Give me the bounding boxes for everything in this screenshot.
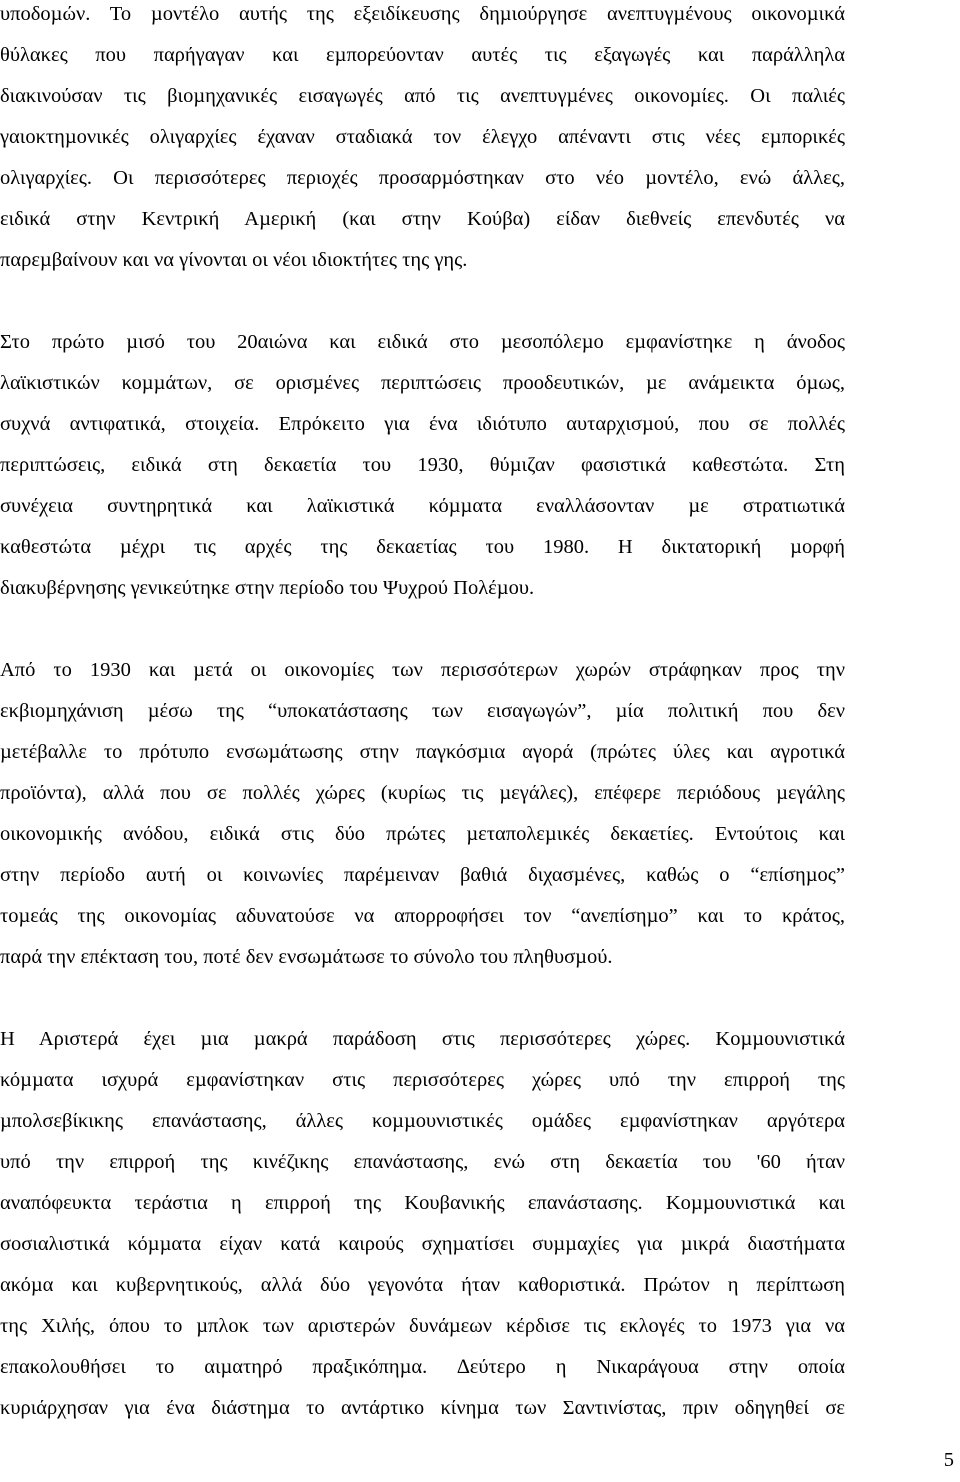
text-line: συχνά αντιφατικά, στοιχεία. Επρόκειτο για ένα ιδιότυπο αυταρχισµού, που σε πολλές — [0, 413, 845, 435]
text-line: Στο πρώτο µισό του 20αιώνα και ειδικά στο µεσοπόλεµο εµφανίστηκε η άνοδος — [0, 331, 845, 353]
text-line: καθεστώτα µέχρι τις αρχές της δεκαετίας του 1980. Η δικτατορική µορφή — [0, 536, 845, 558]
text-line: επακολουθήσει το αιµατηρό πραξικόπηµα. ∆εύτερο η Νικαράγουα στην οποία — [0, 1356, 845, 1378]
text-line: Η Αριστερά έχει µια µακρά παράδοση στις περισσότερες χώρες. Κοµµουνιστικά — [0, 1028, 845, 1050]
text-line: εκβιοµηχάνιση µέσω της “υποκατάστασης των εισαγωγών”, µία πολιτική που δεν — [0, 700, 845, 722]
text-line: οικονοµικής ανόδου, ειδικά στις δύο πρώτες µεταπολεµικές δεκαετίες. Εντούτοις και — [0, 823, 845, 845]
text-line: κυριάρχησαν για ένα διάστηµα το αντάρτικο κίνηµα των Σαντινίστας, πριν οδηγηθεί σε — [0, 1397, 845, 1419]
text-line: τοµεάς της οικονοµίας αδυνατούσε να απορροφήσει τον “ανεπίσηµο” και το κράτος, — [0, 905, 845, 927]
text-line: υποδοµών. Το µοντέλο αυτής της εξειδίκευσης δηµιούργησε ανεπτυγµένους οικονοµικά — [0, 3, 845, 25]
text-line: παρεµβαίνουν και να γίνονται οι νέοι ιδιοκτήτες της γης. — [0, 249, 468, 271]
text-line: ακόµα και κυβερνητικούς, αλλά δύο γεγονότα ήταν καθοριστικά. Πρώτον η περίπτωση — [0, 1274, 845, 1296]
text-line: παρά την επέκταση του, ποτέ δεν ενσωµάτωσε το σύνολο του πληθυσµού. — [0, 946, 613, 968]
text-line: σοσιαλιστικά κόµµατα είχαν κατά καιρούς σχηµατίσει συµµαχίες για µικρά διαστήµατα — [0, 1233, 845, 1255]
text-line: στην περίοδο αυτή οι κοινωνίες παρέµειναν βαθιά διχασµένες, καθώς ο “επίσηµος” — [0, 864, 845, 886]
text-line: µπολσεβίκικης επανάστασης, άλλες κοµµουνιστικές οµάδες εµφανίστηκαν αργότερα — [0, 1110, 845, 1132]
text-line: ολιγαρχίες. Οι περισσότερες περιοχές προσαρµόστηκαν στο νέο µοντέλο, ενώ άλλες, — [0, 167, 845, 189]
text-line: κόµµατα ισχυρά εµφανίστηκαν στις περισσότερες χώρες υπό την επιρροή της — [0, 1069, 845, 1091]
text-line: προϊόντα), αλλά που σε πολλές χώρες (κυρίως τις µεγάλες), επέφερε περιόδους µεγάλης — [0, 782, 845, 804]
text-line: θύλακες που παρήγαγαν και εµπορεύονταν αυτές τις εξαγωγές και παράλληλα — [0, 44, 845, 66]
text-line: Από το 1930 και µετά οι οικονοµίες των περισσότερων χωρών στράφηκαν προς την — [0, 659, 845, 681]
text-line: γαιοκτηµονικές ολιγαρχίες έχαναν σταδιακά τον έλεγχο απέναντι στις νέες εµπορικές — [0, 126, 845, 148]
page-number: 5 — [943, 1449, 954, 1471]
text-line: µετέβαλλε το πρότυπο ενσωµάτωσης στην παγκόσµια αγορά (πρώτες ύλες και αγροτικά — [0, 741, 845, 763]
text-line: συνέχεια συντηρητικά και λαϊκιστικά κόµµατα εναλλάσονταν µε στρατιωτικά — [0, 495, 845, 517]
text-line: αναπόφευκτα τεράστια η επιρροή της Κουβανικής επανάστασης. Κοµµουνιστικά και — [0, 1192, 845, 1214]
text-line: περιπτώσεις, ειδικά στη δεκαετία του 1930, θύµιζαν φασιστικά καθεστώτα. Στη — [0, 454, 845, 476]
text-line: υπό την επιρροή της κινέζικης επανάστασης, ενώ στη δεκαετία του '60 ήταν — [0, 1151, 845, 1173]
text-line: της Χιλής, όπου το µπλοκ των αριστερών δυνάµεων κέρδισε τις εκλογές το 1973 για να — [0, 1315, 845, 1337]
text-line: ειδικά στην Κεντρική Αµερική (και στην Κούβα) είδαν διεθνείς επενδυτές να — [0, 208, 845, 230]
text-line: διακινούσαν τις βιοµηχανικές εισαγωγές από τις ανεπτυγµένες οικονοµίες. Οι παλιές — [0, 85, 845, 107]
text-line: διακυβέρνησης γενικεύτηκε στην περίοδο του Ψυχρού Πολέµου. — [0, 577, 535, 599]
text-line: λαϊκιστικών κοµµάτων, σε ορισµένες περιπτώσεις προοδευτικών, µε ανάµεικτα όµως, — [0, 372, 845, 394]
